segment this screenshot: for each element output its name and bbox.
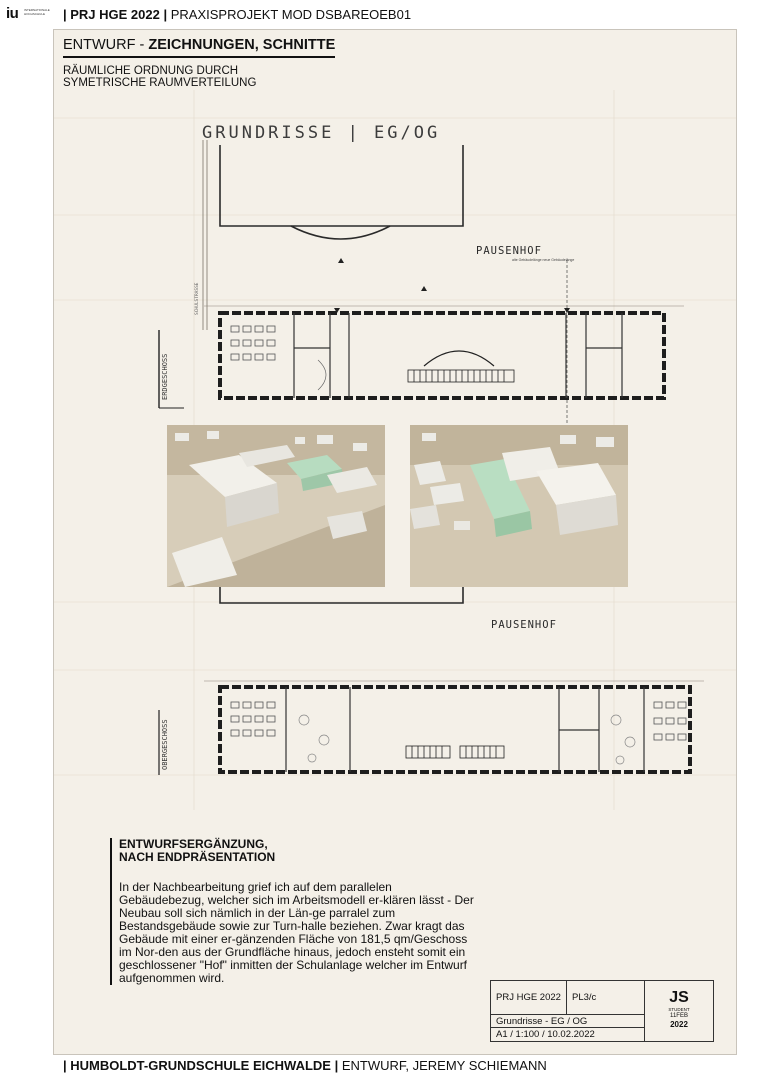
sheet-title — [63, 37, 335, 58]
tb-year: 2022 — [670, 1020, 688, 1029]
header-bar — [0, 0, 763, 28]
site-model-photo-icon — [410, 425, 628, 587]
footer-title — [63, 1058, 547, 1073]
ground-floor-plan — [204, 260, 684, 430]
label-side-eg: ERDGESCHOSS — [161, 353, 169, 400]
header-title — [63, 7, 411, 22]
label-length-note: alte Gebäudelänge neue Gebäudelänge — [512, 258, 575, 262]
design-note-body: In der Nachbearbeitung grief ich auf dem parallelen Gebäudebezug, welcher sich im Arbeitsmodell er-klären lässt - Der Neubau soll sich nämlich in der Län-ge parralel zum Bestandsgebäude sowie zur Turn-halle beziehen. Zwar kragt das Gebäude mit einer er-gänzenden Fläche von 181,5 qm/Geschoss im Nor-den aus der Grundfläche hinaus, jedoch ensteht somit ein geschlossener "Hof" inmitten der Schulanlage welcher im Entwurf aufgenommen wird. — [119, 880, 474, 985]
site-model-photo-right — [410, 425, 628, 587]
design-note — [110, 838, 479, 985]
label-side-og: OBERGESCHOSS — [161, 719, 169, 770]
label-pausenhof-bottom: PAUSENHOF — [491, 619, 557, 631]
label-pausenhof-top: PAUSENHOF — [476, 245, 542, 257]
label-street: SCHULSTRASSE — [195, 282, 200, 315]
tb-scale-date: A1 / 1:100 / 10.02.2022 — [491, 1028, 645, 1041]
tb-date-code: 11FEB — [670, 1013, 688, 1019]
iu-logo: iu — [6, 5, 19, 22]
sheet-title-light: ENTWURF - — [63, 37, 149, 53]
sheet-title-bold: ZEICHNUNGEN, SCHNITTE — [148, 37, 336, 53]
project-title: PRAXISPROJEKT MOD DSBAREOEB01 — [167, 7, 412, 22]
sheet-subtitle — [63, 65, 363, 89]
tb-project: PRJ HGE 2022 — [491, 981, 567, 1015]
footer-school: | HUMBOLDT-GRUNDSCHULE EICHWALDE | — [63, 1058, 339, 1073]
sheet-subtitle-line1: RÄUMLICHE ORDNUNG DURCH — [63, 65, 239, 77]
tb-stamp — [645, 981, 713, 1041]
design-note-heading-1: ENTWURFSERGÄNZUNG, — [119, 837, 268, 851]
project-code: | PRJ HGE 2022 | — [63, 7, 168, 22]
tb-role: STUDENT — [668, 1007, 690, 1012]
tb-drawing-name: Grundrisse - EG / OG — [491, 1015, 645, 1028]
footer-author: ENTWURF, JEREMY SCHIEMANN — [338, 1058, 547, 1073]
drawing-sheet — [53, 29, 737, 1055]
iu-logo-subtext: INTERNATIONALE HOCHSCHULE — [24, 8, 50, 16]
site-model-photo-left — [167, 425, 385, 587]
upper-floor-plan — [204, 681, 704, 772]
site-model-photo-icon — [167, 425, 385, 587]
design-note-heading-2: NACH ENDPRÄSENTATION — [119, 850, 276, 864]
sheet-subtitle-line2: SYMETRISCHE RAUMVERTEILUNG — [63, 77, 257, 89]
tb-initials: JS — [669, 989, 689, 1006]
title-block — [490, 980, 714, 1042]
label-grundrisse: GRUNDRISSE | EG/OG — [202, 123, 441, 143]
tb-sheet-no: PL3/c — [567, 981, 645, 1015]
